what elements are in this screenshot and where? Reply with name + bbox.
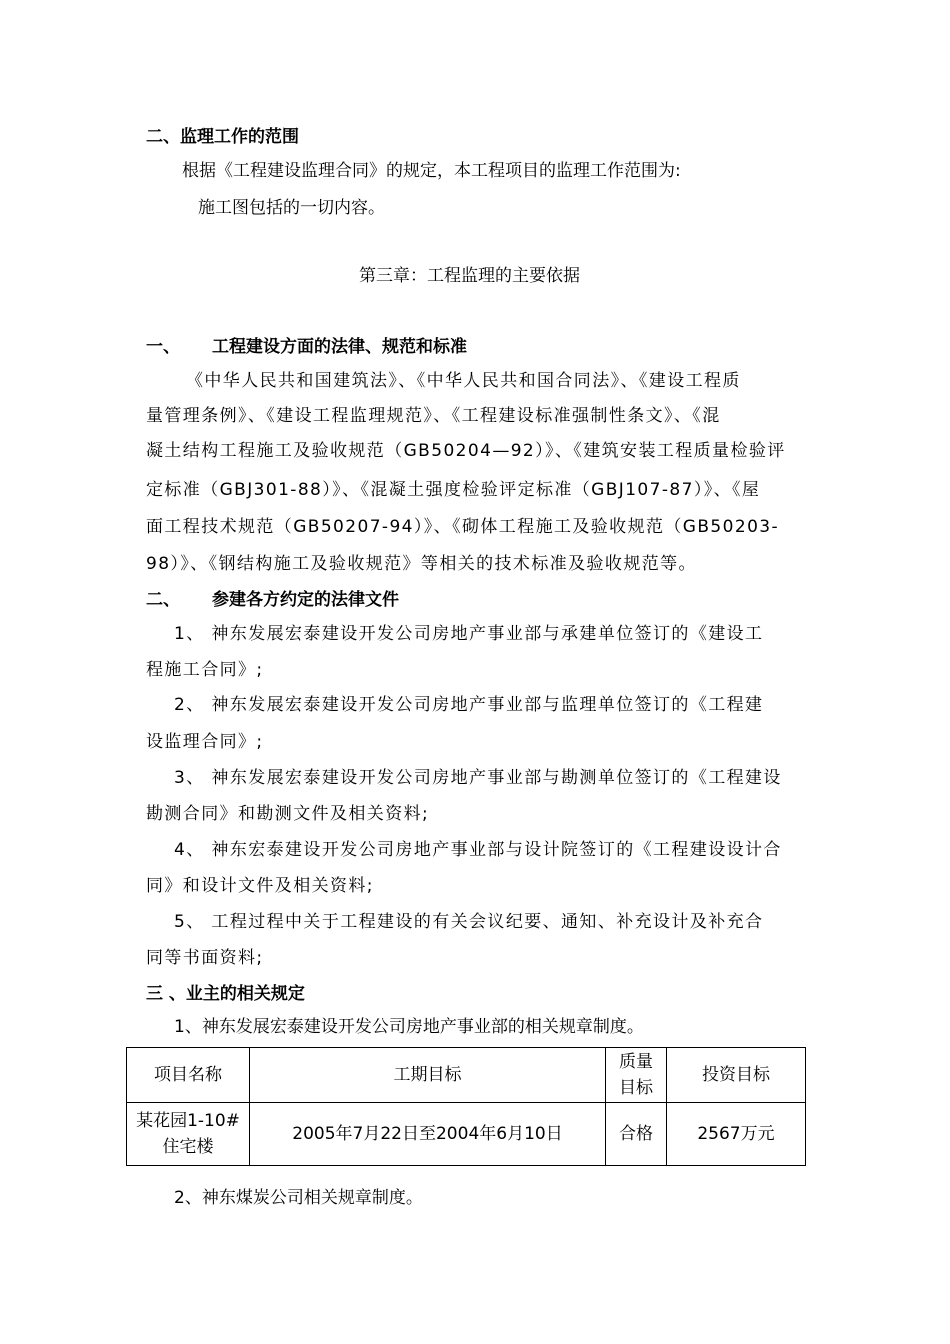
list-item-cont: 勘测合同》和勘测文件及相关资料; [146, 804, 430, 824]
paragraph-line: 面工程技术规范（GB50207-94）》、《砌体工程施工及验收规范（GB50203- [146, 517, 780, 537]
table-cell: 2567万元 [667, 1103, 806, 1166]
list-item: 4、 神东宏泰建设开发公司房地产事业部与设计院签订的《工程建设设计合 [174, 840, 782, 860]
heading-text: 参建各方约定的法律文件 [212, 590, 399, 610]
paragraph: 1、神东发展宏泰建设开发公司房地产事业部的相关规章制度。 [174, 1017, 644, 1037]
list-item-cont: 同》和设计文件及相关资料; [146, 876, 374, 896]
list-item: 1、 神东发展宏泰建设开发公司房地产事业部与承建单位签订的《建设工 [174, 624, 764, 644]
paragraph-line: 定标准（GBJ301-88）》、《混凝土强度检验评定标准（GBJ107-87）》、《屋 [146, 480, 761, 500]
paragraph-line: 《中华人民共和国建筑法》、《中华人民共和国合同法》、《建设工程质 [186, 371, 741, 391]
section-heading: 三 、业主的相关规定 [146, 984, 305, 1004]
list-item: 2、 神东发展宏泰建设开发公司房地产事业部与监理单位签订的《工程建 [174, 695, 764, 715]
table-header-row [127, 1048, 806, 1103]
list-item-cont: 同等书面资料; [146, 948, 264, 968]
paragraph-line: 凝土结构工程施工及验收规范（GB50204—92）》、《建筑安装工程质量检验评 [146, 441, 786, 461]
paragraph-line: 98）》、《钢结构施工及验收规范》等相关的技术标准及验收规范等。 [146, 554, 697, 574]
targets-table [126, 1047, 806, 1166]
table-header-cell: 质量目标 [606, 1048, 667, 1103]
list-item: 5、 工程过程中关于工程建设的有关会议纪要、通知、补充设计及补充合 [174, 912, 764, 932]
list-item-cont: 程施工合同》; [146, 660, 264, 680]
table-cell: 合格 [606, 1103, 667, 1166]
heading-number: 一、 [146, 337, 180, 357]
section-heading: 二、监理工作的范围 [146, 127, 299, 147]
paragraph: 2、神东煤炭公司相关规章制度。 [174, 1188, 423, 1208]
table-cell: 2005年7月22日至2004年6月10日 [250, 1103, 606, 1166]
paragraph: 根据《工程建设监理合同》的规定，本工程项目的监理工作范围为: [182, 161, 681, 181]
table-row [127, 1103, 806, 1166]
table-header-cell: 项目名称 [127, 1048, 250, 1103]
list-item: 3、 神东发展宏泰建设开发公司房地产事业部与勘测单位签订的《工程建设 [174, 768, 782, 788]
heading-number: 二、 [146, 590, 180, 610]
chapter-title: 第三章：工程监理的主要依据 [359, 266, 580, 286]
paragraph: 施工图包括的一切内容。 [198, 198, 385, 218]
paragraph-line: 量管理条例》、《建设工程监理规范》、《工程建设标准强制性条文》、《混 [146, 406, 721, 426]
table-cell: 某花园1-10#住宅楼 [127, 1103, 250, 1166]
list-item-cont: 设监理合同》; [146, 732, 264, 752]
table-header-cell: 投资目标 [667, 1048, 806, 1103]
table-header-cell: 工期目标 [250, 1048, 606, 1103]
heading-text: 工程建设方面的法律、规范和标准 [212, 337, 467, 357]
